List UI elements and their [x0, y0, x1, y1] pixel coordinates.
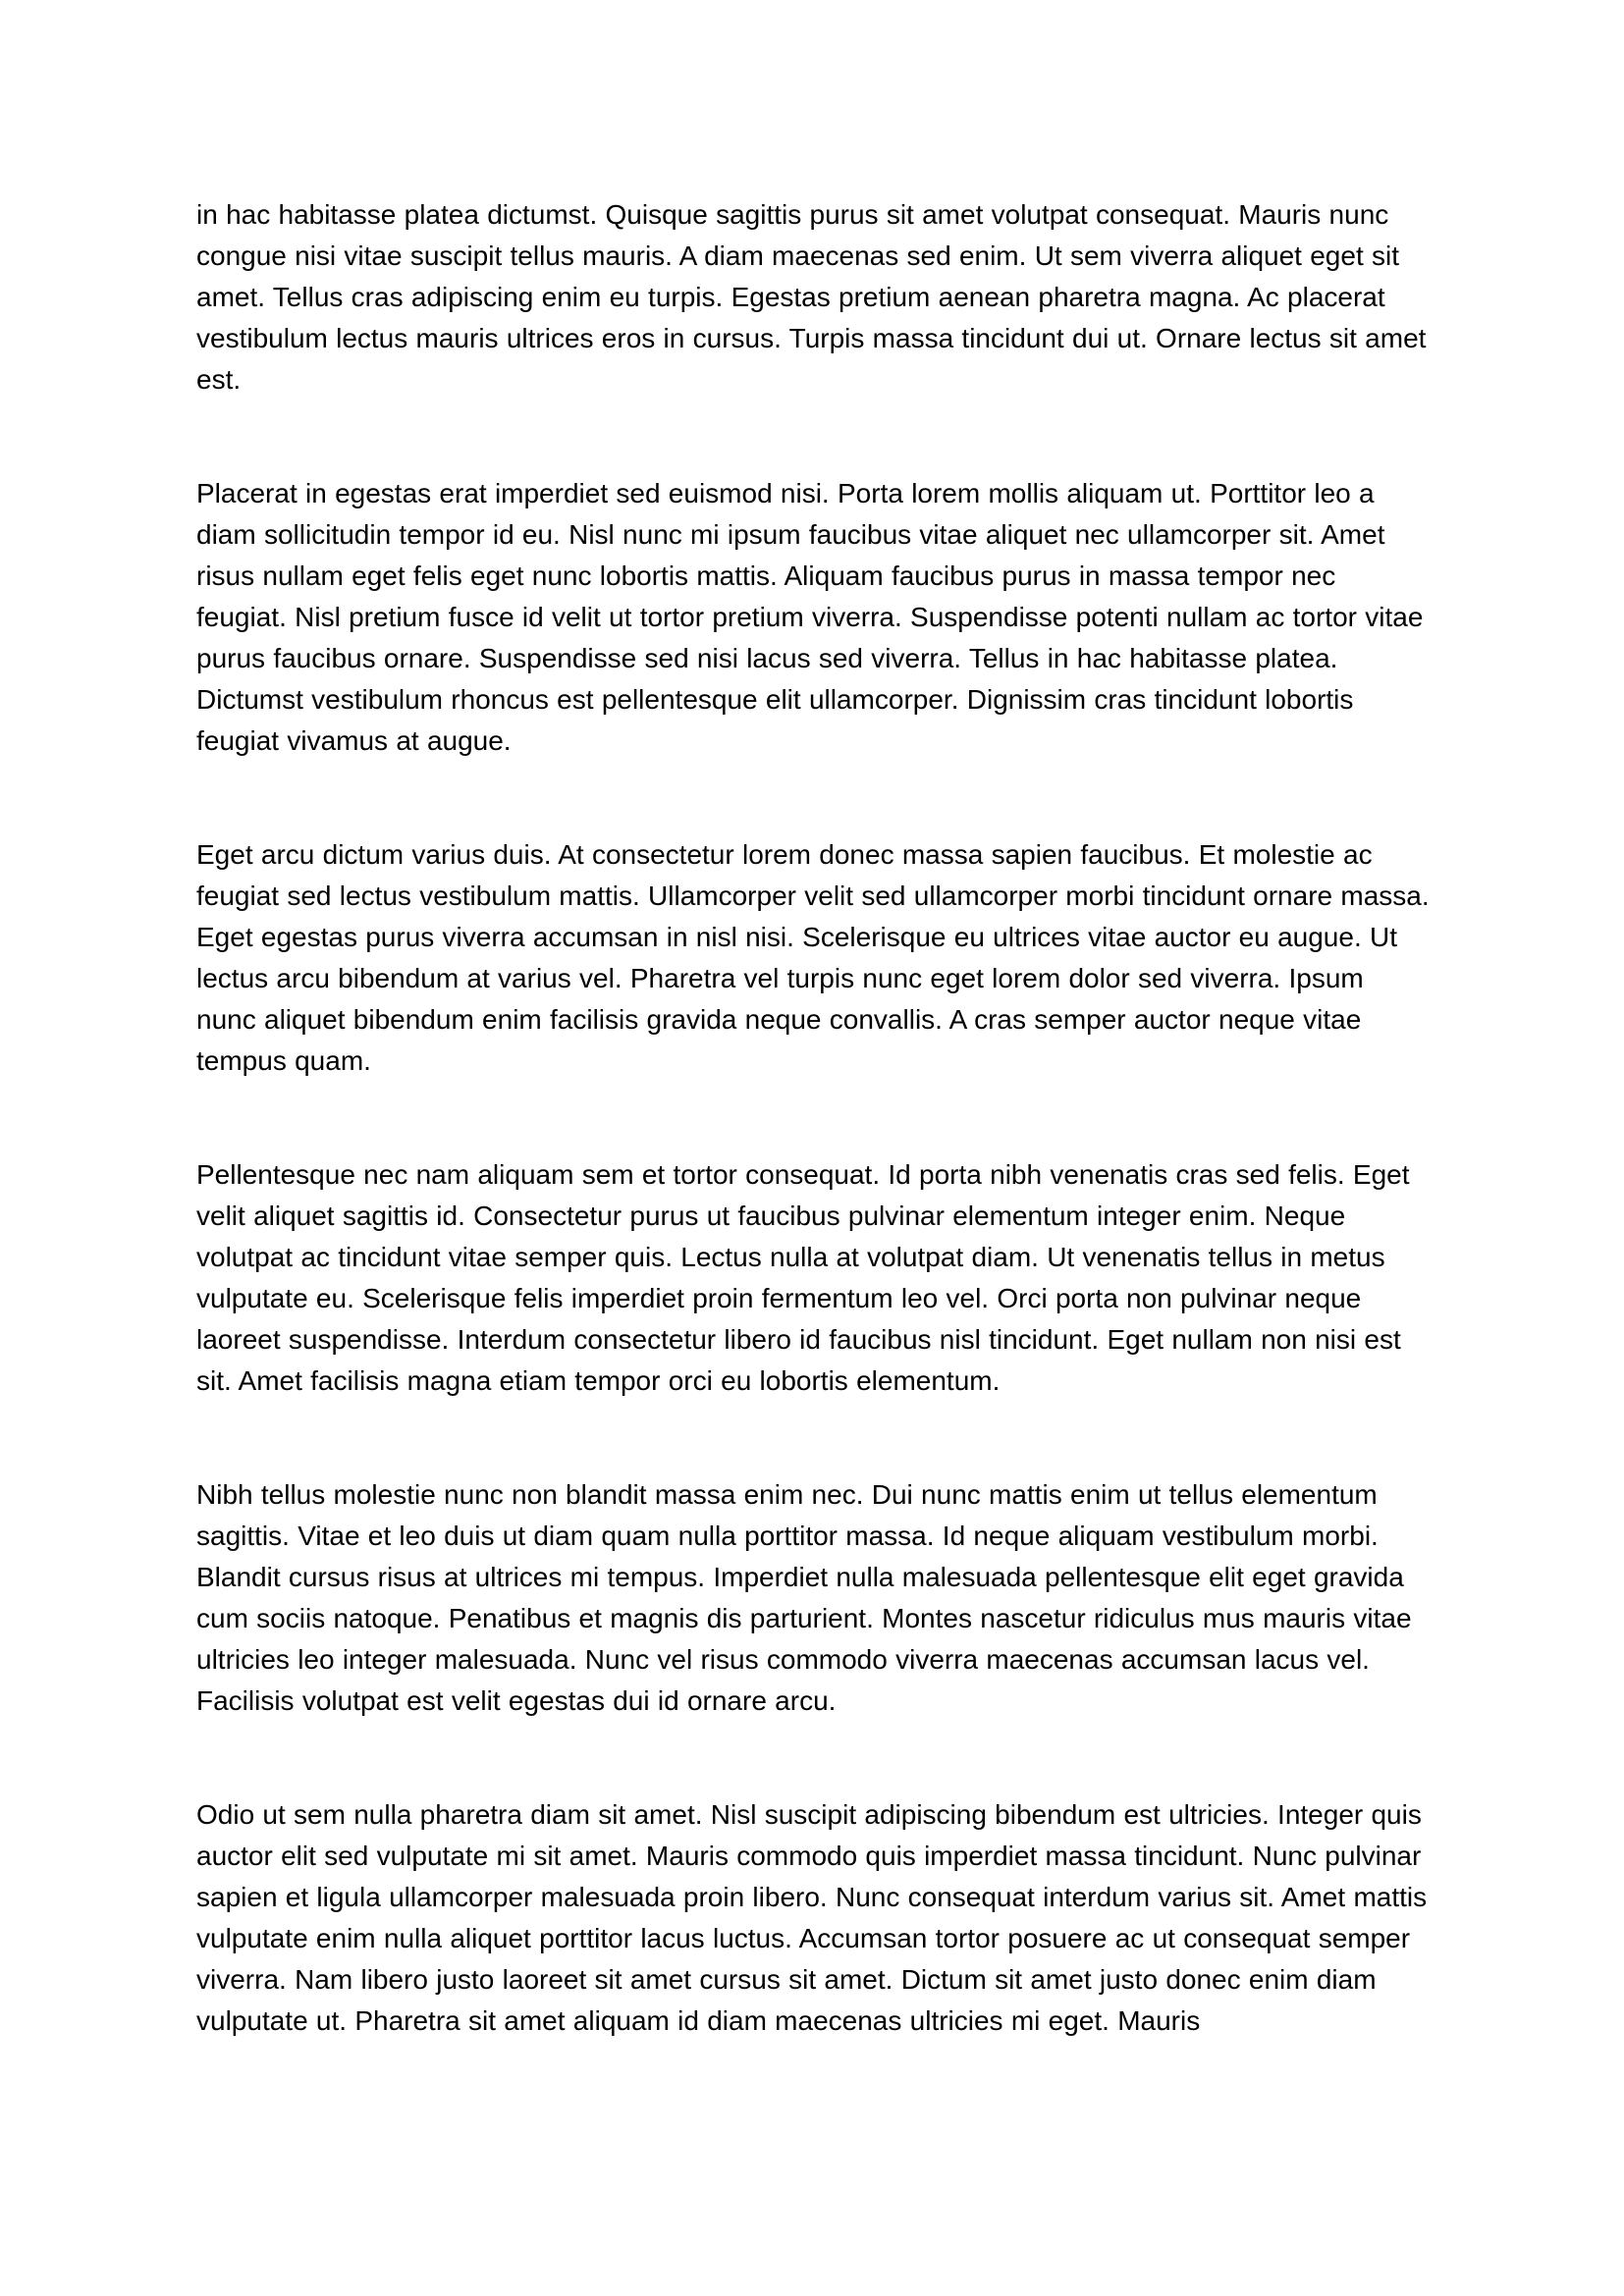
document-text-body: [196, 194, 1430, 2042]
paragraph-6: Odio ut sem nulla pharetra diam sit amet. Nisl suscipit adipiscing bibendum est ultricies. Integer quis auctor elit sed vulputate mi sit amet. Mauris commodo quis imperdiet massa tincidunt. Nunc pulvinar sapien et ligula ullamcorper malesuada proin libero. Nunc consequat interdum varius sit. Amet mattis vulputate enim nulla aliquet porttitor lacus luctus. Accumsan tortor posuere ac ut consequat semper viverra. Nam libero justo laoreet sit amet cursus sit amet. Dictum sit amet justo donec enim diam vulputate ut. Pharetra sit amet aliquam id diam maecenas ultricies mi eget. Mauris: [196, 1799, 1428, 2036]
paragraph-1: in hac habitasse platea dictumst. Quisque sagittis purus sit amet volutpat consequat. Mauris nunc congue nisi vitae suscipit tellus mauris. A diam maecenas sed enim. Ut sem viverra aliquet eget sit amet. Tellus cras adipiscing enim eu turpis. Egestas pretium aenean pharetra magna. Ac placerat vestibulum lectus mauris ultrices eros in cursus. Turpis massa tincidunt dui ut. Ornare lectus sit amet est.: [196, 199, 1427, 395]
paragraph-4: Pellentesque nec nam aliquam sem et tortor consequat. Id porta nibh venenatis cras sed felis. Eget velit aliquet sagittis id. Consectetur purus ut faucibus pulvinar elementum integer enim. Neque volutpat ac tincidunt vitae semper quis. Lectus nulla at volutpat diam. Ut venenatis tellus in metus vulputate eu. Scelerisque felis imperdiet proin fermentum leo vel. Orci porta non pulvinar neque laoreet suspendisse. Interdum consectetur libero id faucibus nisl tincidunt. Eget nullam non nisi est sit. Amet facilisis magna etiam tempor orci eu lobortis elementum.: [196, 1159, 1410, 1396]
paragraph-5: Nibh tellus molestie nunc non blandit massa enim nec. Dui nunc mattis enim ut tellus elementum sagittis. Vitae et leo duis ut diam quam nulla porttitor massa. Id neque aliquam vestibulum morbi. Blandit cursus risus at ultrices mi tempus. Imperdiet nulla malesuada pellentesque elit eget gravida cum sociis natoque. Penatibus et magnis dis parturient. Montes nascetur ridiculus mus mauris vitae ultricies leo integer malesuada. Nunc vel risus commodo viverra maecenas accumsan lacus vel. Facilisis volutpat est velit egestas dui id ornare arcu.: [196, 1479, 1412, 1716]
paragraph-3: Eget arcu dictum varius duis. At consectetur lorem donec massa sapien faucibus. Et molestie ac feugiat sed lectus vestibulum mattis. Ullamcorper velit sed ullamcorper morbi tincidunt ornare massa. Eget egestas purus viverra accumsan in nisl nisi. Scelerisque eu ultrices vitae auctor eu augue. Ut lectus arcu bibendum at varius vel. Pharetra vel turpis nunc eget lorem dolor sed viverra. Ipsum nunc aliquet bibendum enim facilisis gravida neque convallis. A cras semper auctor neque vitae tempus quam.: [196, 839, 1430, 1076]
paragraph-2: Placerat in egestas erat imperdiet sed euismod nisi. Porta lorem mollis aliquam ut. Porttitor leo a diam sollicitudin tempor id eu. Nisl nunc mi ipsum faucibus vitae aliquet nec ullamcorper sit. Amet risus nullam eget felis eget nunc lobortis mattis. Aliquam faucibus purus in massa tempor nec feugiat. Nisl pretium fusce id velit ut tortor pretium viverra. Suspendisse potenti nullam ac tortor vitae purus faucibus ornare. Suspendisse sed nisi lacus sed viverra. Tellus in hac habitasse platea. Dictumst vestibulum rhoncus est pellentesque elit ullamcorper. Dignissim cras tincidunt lobortis feugiat vivamus at augue.: [196, 478, 1424, 756]
